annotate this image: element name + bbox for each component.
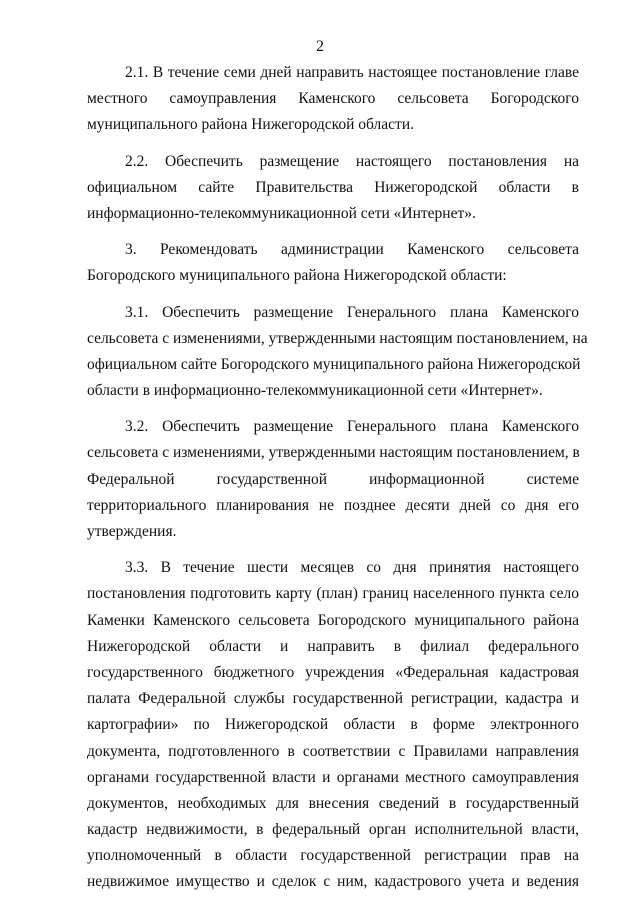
paragraph-line: органами государственной власти и органами местного самоуправления <box>87 768 579 786</box>
paragraph-line: постановления подготовить карту (план) границ населенного пункта село <box>87 585 579 603</box>
document-body <box>87 60 588 896</box>
paragraph-line: государственного бюджетного учреждения «Федеральная кадастровая <box>87 663 579 681</box>
paragraph-line: 3.3. В течение шести месяцев со дня принятия настоящего <box>125 559 579 577</box>
paragraph-line: 3.2. Обеспечить размещение Генерального плана Каменского <box>125 418 579 436</box>
paragraph-line: информационно-телекоммуникационной сети «Интернет». <box>87 204 476 222</box>
paragraph-line: местного самоуправления Каменского сельсовета Богородского <box>87 90 579 108</box>
paragraph-line: Федеральной государственной информационной системе <box>87 470 579 488</box>
page-number: 2 <box>316 38 324 55</box>
paragraph <box>87 237 579 289</box>
paragraph <box>87 60 579 139</box>
paragraph-line: Каменки Каменского сельсовета Богородского муниципального района <box>87 611 579 629</box>
paragraph-line: официальном сайте Правительства Нижегородской области в <box>87 178 579 196</box>
paragraph <box>87 555 579 895</box>
paragraph-line: документов, необходимых для внесения сведений в государственный <box>87 794 579 812</box>
paragraph-line: Нижегородской области и направить в филиал федерального <box>87 637 579 655</box>
paragraph <box>87 300 588 405</box>
paragraph-line: недвижимое имущество и сделок с ним, кадастрового учета и ведения <box>87 873 579 891</box>
paragraph-line: сельсовета с изменениями, утвержденными настоящим постановлением, в <box>87 444 580 462</box>
paragraph-line: 2.2. Обеспечить размещение настоящего постановления на <box>125 152 579 170</box>
paragraph-line: 3.1. Обеспечить размещение Генерального плана Каменского <box>125 303 579 321</box>
paragraph-line: официальном сайте Богородского муниципального района Нижегородской <box>87 355 581 373</box>
paragraph-line: кадастр недвижимости, в федеральный орган исполнительной власти, <box>87 821 579 839</box>
paragraph-line: Богородского муниципального района Нижегородской области: <box>87 267 507 285</box>
paragraph-line: уполномоченный в области государственной регистрации прав на <box>87 847 579 865</box>
paragraph-line: сельсовета с изменениями, утвержденными настоящим постановлением, на <box>87 329 588 347</box>
paragraph <box>87 414 579 545</box>
paragraph-line: палата Федеральной службы государственной регистрации, кадастра и <box>87 690 579 708</box>
paragraph-line: 2.1. В течение семи дней направить настоящее постановление главе <box>125 64 579 81</box>
paragraph-line: документа, подготовленного в соответствии с Правилами направления <box>87 742 579 760</box>
paragraph-line: 3. Рекомендовать администрации Каменского сельсовета <box>125 241 579 259</box>
paragraph-line: картографии» по Нижегородской области в форме электронного <box>87 716 579 734</box>
paragraph <box>87 149 579 228</box>
paragraph-line: муниципального района Нижегородской области. <box>87 116 414 134</box>
paragraph-line: утверждения. <box>87 523 177 540</box>
paragraph-line: области в информационно-телекоммуникационной сети «Интернет». <box>87 382 543 400</box>
paragraph-line: территориального планирования не позднее десяти дней со дня его <box>87 496 579 514</box>
